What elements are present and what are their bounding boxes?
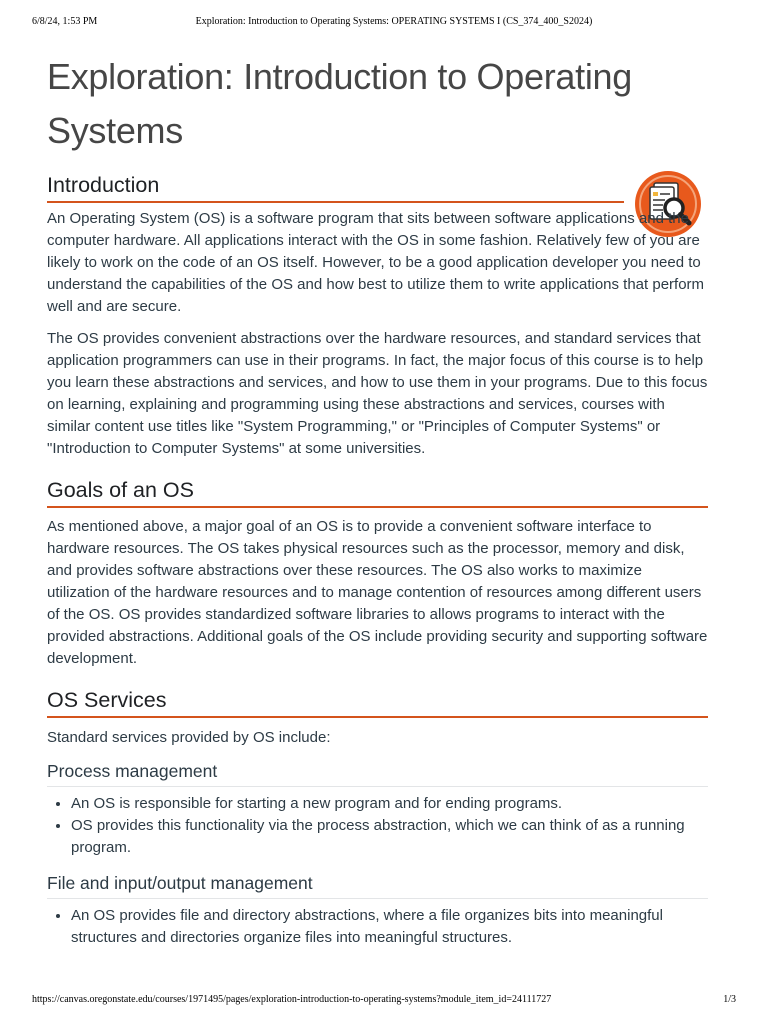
intro-paragraph-1: An Operating System (OS) is a software program that sits between software applications and the computer hardware. All applications interact with the OS in some fashion. Relatively few of you are likely to work on the code of an OS itself. However, to be a good application developer you need to understand the capabilities of the OS and how best to utilize them to write applications that perform well and are secure. — [47, 210, 705, 315]
section-heading-introduction: Introduction — [47, 171, 624, 203]
print-page-title: Exploration: Introduction to Operating Systems: OPERATING SYSTEMS I (CS_374_400_S2024) — [195, 16, 593, 27]
intro-paragraph-2: The OS provides convenient abstractions over the hardware resources, and standard services that application programmers can use in their programs. In fact, the major focus of this course is to help you learn these abstractions and services, and how to use them in your programs. Due to this focus on learning, explaining and programming using these abstractions and services, courses with similar content use titles like "System Programming," or "Principles of Computer Systems" or "Introduction to Computer Systems" at some universities. — [47, 330, 708, 457]
print-footer — [32, 994, 736, 1008]
goals-paragraph: As mentioned above, a major goal of an OS is to provide a convenient software interface to hardware resources. The OS takes physical resources such as the processor, memory and disk, and provides software abstractions over these resources. The OS also works to maximize utilization of the hardware resources and to manage contention of resources among different users of the OS. OS provides standardized software libraries to allows programs to interact with the provided abstractions. Additional goals of the OS include providing security and supporting software development. — [47, 518, 708, 667]
section-goals — [47, 476, 708, 670]
services-intro: Standard services provided by OS include: — [47, 729, 331, 746]
process-list — [47, 793, 708, 859]
page-number: 1/3 — [723, 994, 736, 1005]
list-item: • OS provides this functionality via the process abstraction, which we can think of as a running program. — [71, 815, 708, 859]
section-services — [47, 686, 708, 949]
list-item: • An OS is responsible for starting a new program and for ending programs. — [71, 793, 708, 815]
print-header — [32, 16, 736, 30]
page-content — [47, 50, 708, 949]
page-url: https://canvas.oregonstate.edu/courses/1971495/pages/exploration-introduction-to-operating-systems?module_item_id=24111727 — [32, 994, 552, 1005]
subsection-heading-file-io: File and input/output management — [47, 871, 708, 899]
list-item: • An OS provides file and directory abstractions, where a file organizes bits into meaningful structures and directories organize files into meaningful structures. — [71, 905, 708, 949]
section-introduction — [47, 171, 708, 460]
page-title: Exploration: Introduction to Operating Systems — [47, 56, 632, 151]
section-heading-goals: Goals of an OS — [47, 476, 708, 508]
subsection-heading-process: Process management — [47, 759, 708, 787]
print-datetime: 6/8/24, 1:53 PM — [32, 16, 98, 27]
file-io-list — [47, 905, 708, 949]
section-heading-services: OS Services — [47, 686, 708, 718]
